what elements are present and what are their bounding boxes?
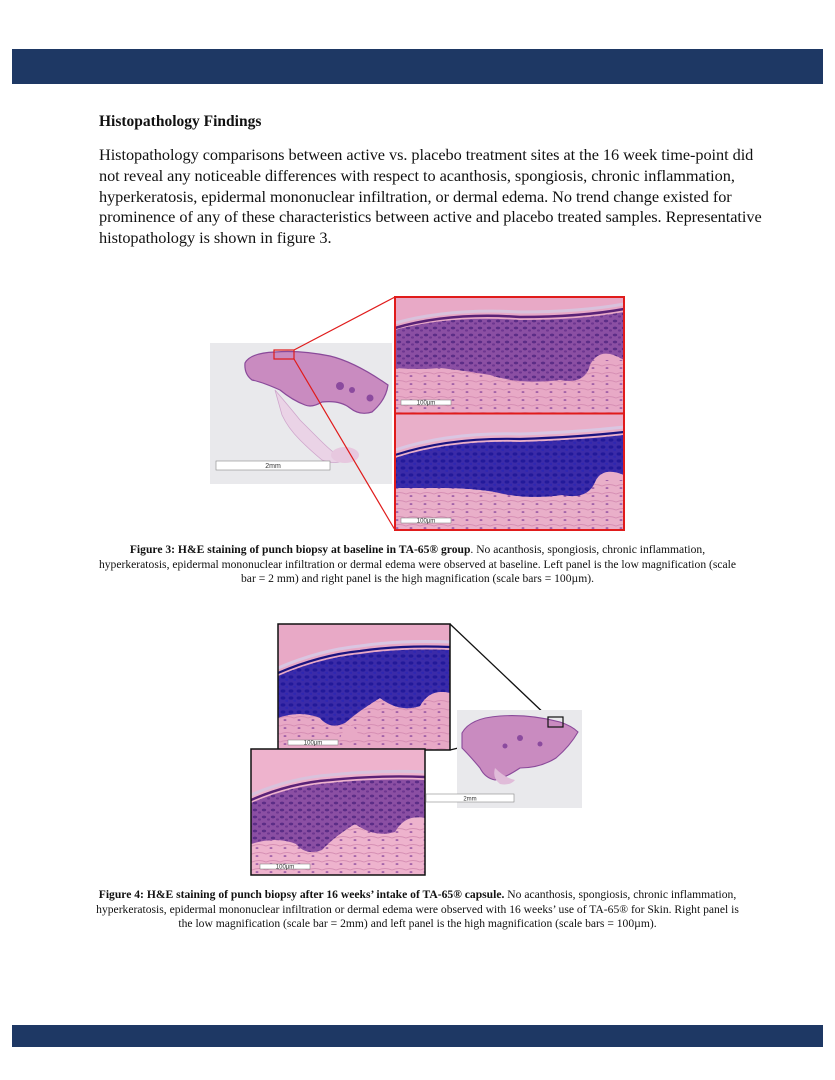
fig4-scale-low-label: 2mm [463,796,477,803]
high-mag-top-panel [395,297,624,413]
figure-3 [0,290,835,535]
fig4-high-mag-bottom-panel [251,749,425,875]
figure-3-caption [96,543,739,587]
fig4-high-mag-top-panel [278,624,450,750]
fig3-scale-high-top-label: 100µm [416,400,436,407]
fig4-scale-high-top-label: 100µm [303,740,323,747]
footer-band [12,1025,823,1047]
figure-3-caption-title: Figure 3: H&E staining of punch biopsy at baseline in TA-65® group [129,543,471,556]
header-band [12,49,823,84]
low-mag-panel [210,343,392,484]
figure-4-caption [96,888,739,932]
figure-4-caption-body: No acanthosis, spongiosis, chronic inflammation, hyperkeratosis, epidermal mononuclear infiltration or dermal edema were observed with 16 weeks’ use of TA-65® for Skin. Right panel is the low magnification (scale bar = 2mm) and left panel is the high magnification (scale bars = 100µm). [96,888,739,931]
figure-4-caption-title: Figure 4: H&E staining of punch biopsy after 16 weeks’ intake of TA-65® capsule. [98,888,505,901]
figure-4-image [0,618,835,878]
section-heading: Histopathology Findings [99,113,262,130]
section-paragraph: Histopathology comparisons between active vs. placebo treatment sites at the 16 week time-point did not reveal any noticeable differences with respect to acanthosis, spongiosis, chronic inflammation, hyperkeratosis, epidermal mononuclear infiltration, or dermal edema. No trend change existed for prominence of any of these characteristics between active and placebo treated samples. Representative histopathology is shown in figure 3. [99,145,762,248]
fig4-scale-high-bottom-label: 100µm [275,864,295,871]
fig3-scale-low-label: 2mm [265,463,281,470]
fig3-scale-high-bottom-label: 100µm [416,518,436,525]
figure-3-caption-body: . No acanthosis, spongiosis, chronic inflammation, hyperkeratosis, epidermal mononuclear infiltration or dermal edema were observed at baseline. Left panel is the low magnification (scale bar = 2 mm) and right panel is the high magnification (scale bars = 100µm). [98,543,737,586]
high-mag-bottom-panel [395,414,624,530]
figure-3-image [0,290,835,535]
figure-4 [0,618,835,878]
